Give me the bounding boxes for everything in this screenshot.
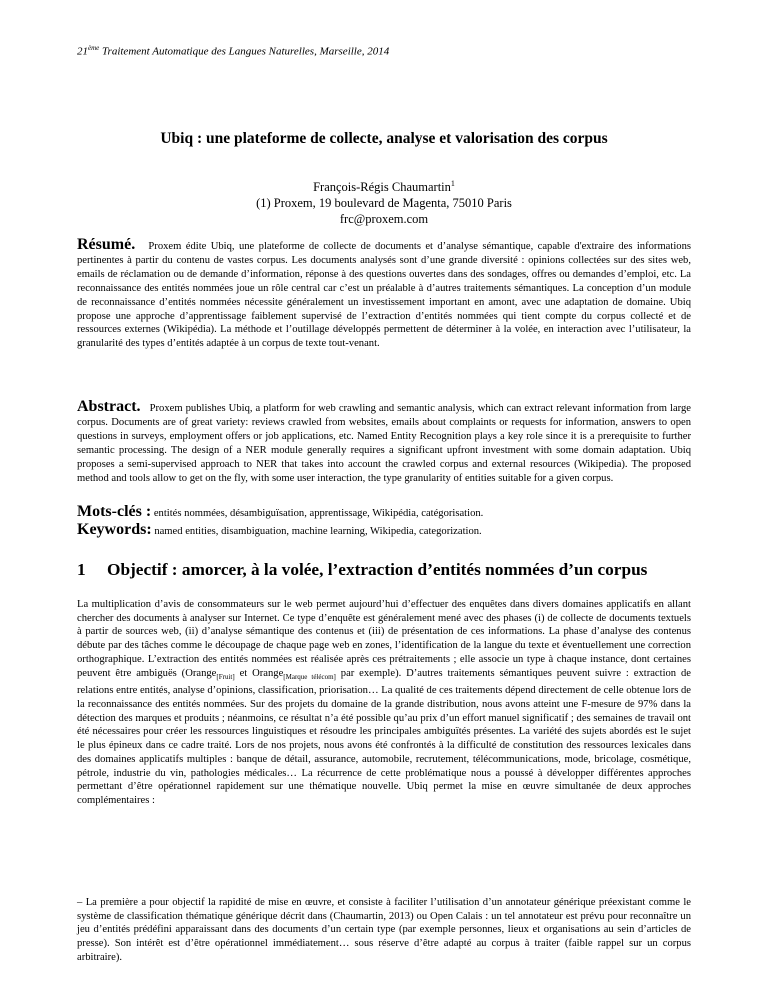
section-title: Objectif : amorcer, à la volée, l’extraction d’entités nommées d’un corpus <box>107 560 648 579</box>
motscles-label: Mots-clés : <box>77 503 152 520</box>
section-number: 1 <box>77 560 86 579</box>
motscles-text: entités nommées, désambiguïsation, apprentissage, Wikipédia, catégorisation. <box>153 508 484 519</box>
para1-part-a: La multiplication d’avis de consommateurs sur le web permet aujourd’hui d’effectuer des enquêtes dans divers domaines applicatifs en allant chercher des documents à analyser sur Internet. Ce type d’enquête est généralement mené avec des phases (i) de collecte de documents textuels à partir de sources web, (ii) d’analyse sémantique des contenus et (iii) de présentation de ces informations. La phase d’analyse des contenus débute par des tâches comme le découpage de chaque page web en zones, l’identification de la langue du texte et éventuellement une correction orthographique. L’extraction des entités nommées est réalisée après ces prétraitements ; elle associe un type à chaque instance, dont certaines peuvent être ambiguës (Orange <box>77 599 691 679</box>
keywords-label: Keywords: <box>77 521 152 538</box>
author-sup: 1 <box>450 179 455 188</box>
abstract-text: Proxem publishes Ubiq, a platform for web crawling and semantic analysis, which can extract relevant information from large corpus. Documents are of great variety: reviews crawled from websites, emails about complaints or requests for information, answers to open questions in surveys, employment offers or job applications, etc. Named Entity Recognition plays a key role since it is a prerequisite to further semantic processing. The design of a NER module generally requires a significant upfront investment with some domain adaptation. Ubiq proposes a semi-supervised approach to NER that takes into account the crawled corpus and external resources (Wikipedia). The proposed method and tools allow to get on the fly, with some user interaction, the type granularity of entities suitable for a given corpus. <box>77 403 691 484</box>
author-name: François-Régis Chaumartin <box>313 180 451 195</box>
resume-paragraph <box>77 238 691 351</box>
header-ordinal-sup: ème <box>88 44 100 52</box>
resume-label: Résumé. <box>77 236 136 253</box>
abstract-paragraph <box>77 400 691 485</box>
author-affiliation: (1) Proxem, 19 boulevard de Magenta, 75010 Paris <box>256 196 512 211</box>
keywords-text: named entities, disambiguation, machine learning, Wikipedia, categorization. <box>154 526 482 537</box>
author-block <box>60 176 708 227</box>
section-heading <box>77 560 697 580</box>
motscles-line <box>77 503 691 523</box>
para1-sub-fruit: [Fruit] <box>216 672 235 681</box>
para1-sub-marque: [Marque télécom] <box>283 672 336 681</box>
header-ordinal: 21 <box>77 45 88 58</box>
body-paragraph-1 <box>77 598 691 808</box>
author-email: frc@proxem.com <box>339 212 429 227</box>
author-line <box>60 176 708 195</box>
paper-title: Ubiq : une plateforme de collecte, analyse et valorisation des corpus <box>160 130 608 147</box>
para1-part-b: et Orange <box>234 667 284 679</box>
para1-part-c: par exemple). D’autres traitements sémantiques peuvent suivre : extraction de relations entre entités, analyse d’opinions, classification, priorisation… La qualité de ces traitements dépend directement de celle obtenue lors de la reconnaissance des entités nommées. Sur des projets du domaine de la grande distribution, nous avons atteint une F-mesure de 97% dans la détection des marques et produits ; néanmoins, ce résultat n’a été possible qu’au prix d’un effort manuel significatif ; des semaines de travail ont été nécessaires pour créer les ressources linguistiques et résoudre les principales ambiguïtés présentes. La variété des sujets abordés est le sujet le plus épineux dans ce cadre traité. Lors de nos projets, nous avons été confrontés à la difficulté de constitution des ressources lexicales dans des domaines applicatifs multiples : banque de détail, assurance, automobile, recrutement, télécommunications, mode, bricolage, cosmétique, pétrole, industrie du vin, pathologies médicales… La récurrence de cette problématique nous a poussé à développer différentes approches permettant d’être opérationnel rapidement sur une thématique nouvelle. Ubiq permet la mise en œuvre simultanée de deux approches complémentaires : <box>77 667 691 806</box>
body-paragraph-2: – La première a pour objectif la rapidité de mise en œuvre, et consiste à faciliter l’utilisation d’un annotateur générique préexistant comme le système de classification thématique générique décrit dans (Chaumartin, 2013) ou Open Calais : un tel annotateur est prévu pour reconnaître un jeu d’entités prédéfini apparaissant dans des documents d’un certain type (par exemple personnes, lieux et organisations au sein d’articles de presse). Son intérêt est d’être opérationnel immédiatement… sous réserve d’être adapté au corpus à traiter (faible rappel sur un corpus arbitraire). <box>77 897 691 963</box>
resume-text: Proxem édite Ubiq, une plateforme de collecte de documents et d’analyse sémantique, capable d'extraire des informations pertinentes à partir du contenu de vastes corpus. Les documents analysés sont d’une grande diversité : opinions collectées sur des sites web, emails de réclamation ou de demande d’information, réponse à des questions ouvertes dans des sondages, offres ou demandes d’emploi, etc. La reconnaissance des entités nommées joue un rôle central car c’est un préalable à d’autres traitements sémantiques. La conception d’un module de reconnaissance d’entités nommées nécessite généralement un investissement important en amont, avec une adaptation de domaine. Ubiq propose une approche d’apprentissage faiblement supervisé de l’extraction d’entités nommées qui tient compte du corpus collecté et de ressources externes (Wikipédia). La méthode et l’outillage développés permettent de déterminer à la volée, en interaction avec l’utilisateur, la granularité des types d’entités adaptée à un corpus de texte tout-venant. <box>77 241 691 350</box>
header-text: Traitement Automatique des Langues Naturelles, Marseille, 2014 <box>99 45 390 58</box>
running-header <box>77 44 389 58</box>
keywords-line <box>77 521 691 541</box>
abstract-label: Abstract. <box>77 398 141 415</box>
